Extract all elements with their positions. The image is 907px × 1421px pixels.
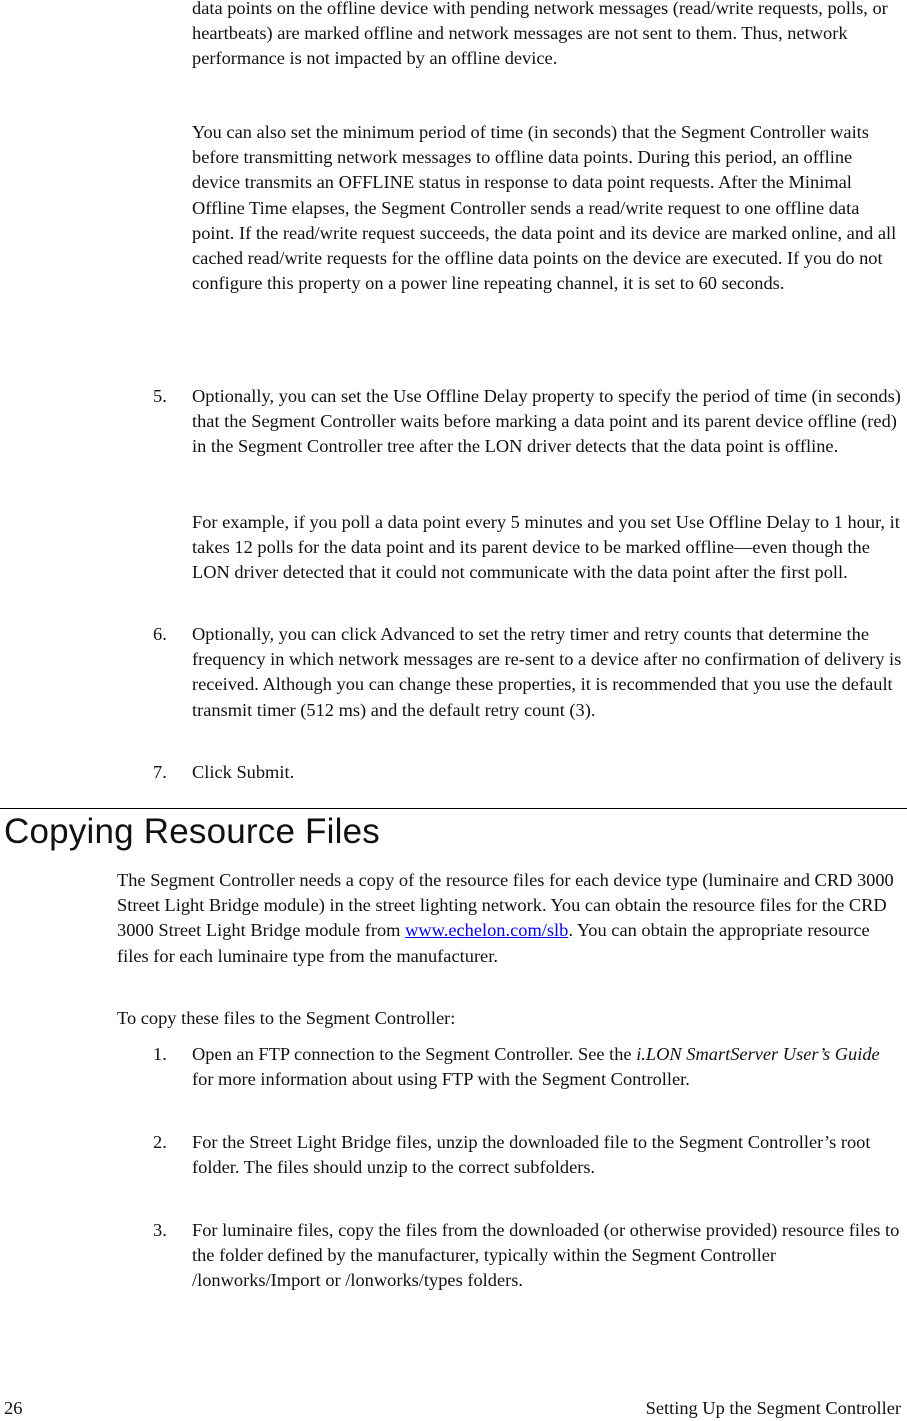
section-lead: To copy these files to the Segment Controller:: [117, 1008, 456, 1028]
step-number: 6.: [153, 624, 167, 644]
intro-text-2: . You can obtain the appropriate resource files for each luminaire type from the manufacturer.: [117, 920, 870, 966]
step-number: 7.: [153, 762, 167, 782]
step-text: For the Street Light Bridge files, unzip the downloaded file to the Segment Controller’s root folder. The files should unzip to the correct subfolders.: [192, 1132, 871, 1178]
step-text: For luminaire files, copy the files from the downloaded (or otherwise provided) resource files to the folder defined by the manufacturer, typically within the Segment Controller /lonworks/Import or /lonworks/types folders.: [192, 1220, 900, 1291]
step-text-post: for more information about using FTP with the Segment Controller.: [192, 1069, 690, 1090]
echelon-slb-link[interactable]: www.echelon.com/slb: [405, 920, 569, 941]
step-number: 5.: [153, 386, 167, 406]
step-text: Optionally, you can click Advanced to set the retry timer and retry counts that determine the frequency in which network messages are re-sent to a device after no confirmation of delivery is received. Although you can change these properties, it is recommended that you use the default transmit timer (512 ms) and the default retry count (3).: [192, 624, 902, 720]
intro-text-1: The Segment Controller needs a copy of the resource files for each device type (luminaire and CRD 3000 Street Light Bridge module) in the street lighting network. You can obtain the resource files for the CRD 3000 Street Light Bridge module from: [117, 870, 894, 941]
continued-paragraph-1: data points on the offline device with pending network messages (read/write requests, polls, or heartbeats) are marked offline and network messages are not sent to them. Thus, network performance is not impacted by an offline device.: [192, 0, 888, 69]
step-text: [192, 1042, 904, 1092]
step-extra: For example, if you poll a data point every 5 minutes and you set Use Offline Delay to 1 hour, it takes 12 polls for the data point and its parent device to be marked offline—even though the LON driver detected that it could not communicate with the data point after the first poll.: [192, 512, 900, 583]
guide-title: i.LON SmartServer User’s Guide: [636, 1044, 880, 1064]
page-number: 26: [4, 1398, 23, 1418]
chapter-title: Setting Up the Segment Controller: [645, 1398, 901, 1418]
step-number: 1.: [153, 1044, 167, 1064]
section-intro: [117, 868, 903, 969]
step-number: 2.: [153, 1132, 167, 1152]
step-text: Optionally, you can set the Use Offline Delay property to specify the period of time (in seconds) that the Segment Controller waits before marking a data point and its parent device offline (red) in the Segment Controller tree after the LON driver detects that the data point is offline.: [192, 386, 901, 457]
section-rule: [0, 808, 907, 809]
continued-paragraph-2: You can also set the minimum period of time (in seconds) that the Segment Controller waits before transmitting network messages to offline data points. During this period, an offline device transmits an OFFLINE status in response to data point requests. After the Minimal Offline Time elapses, the Segment Controller sends a read/write request to one offline data point. If the read/write request succeeds, the data point and its device are marked online, and all cached read/write requests for the offline data points on the device are executed. If you do not configure this property on a power line repeating channel, it is set to 60 seconds.: [192, 122, 897, 294]
step-number: 3.: [153, 1220, 167, 1240]
section-heading: Copying Resource Files: [4, 812, 380, 851]
step-text-pre: Open an FTP connection to the Segment Controller. See the: [192, 1044, 637, 1064]
step-text: Click Submit.: [192, 762, 295, 782]
